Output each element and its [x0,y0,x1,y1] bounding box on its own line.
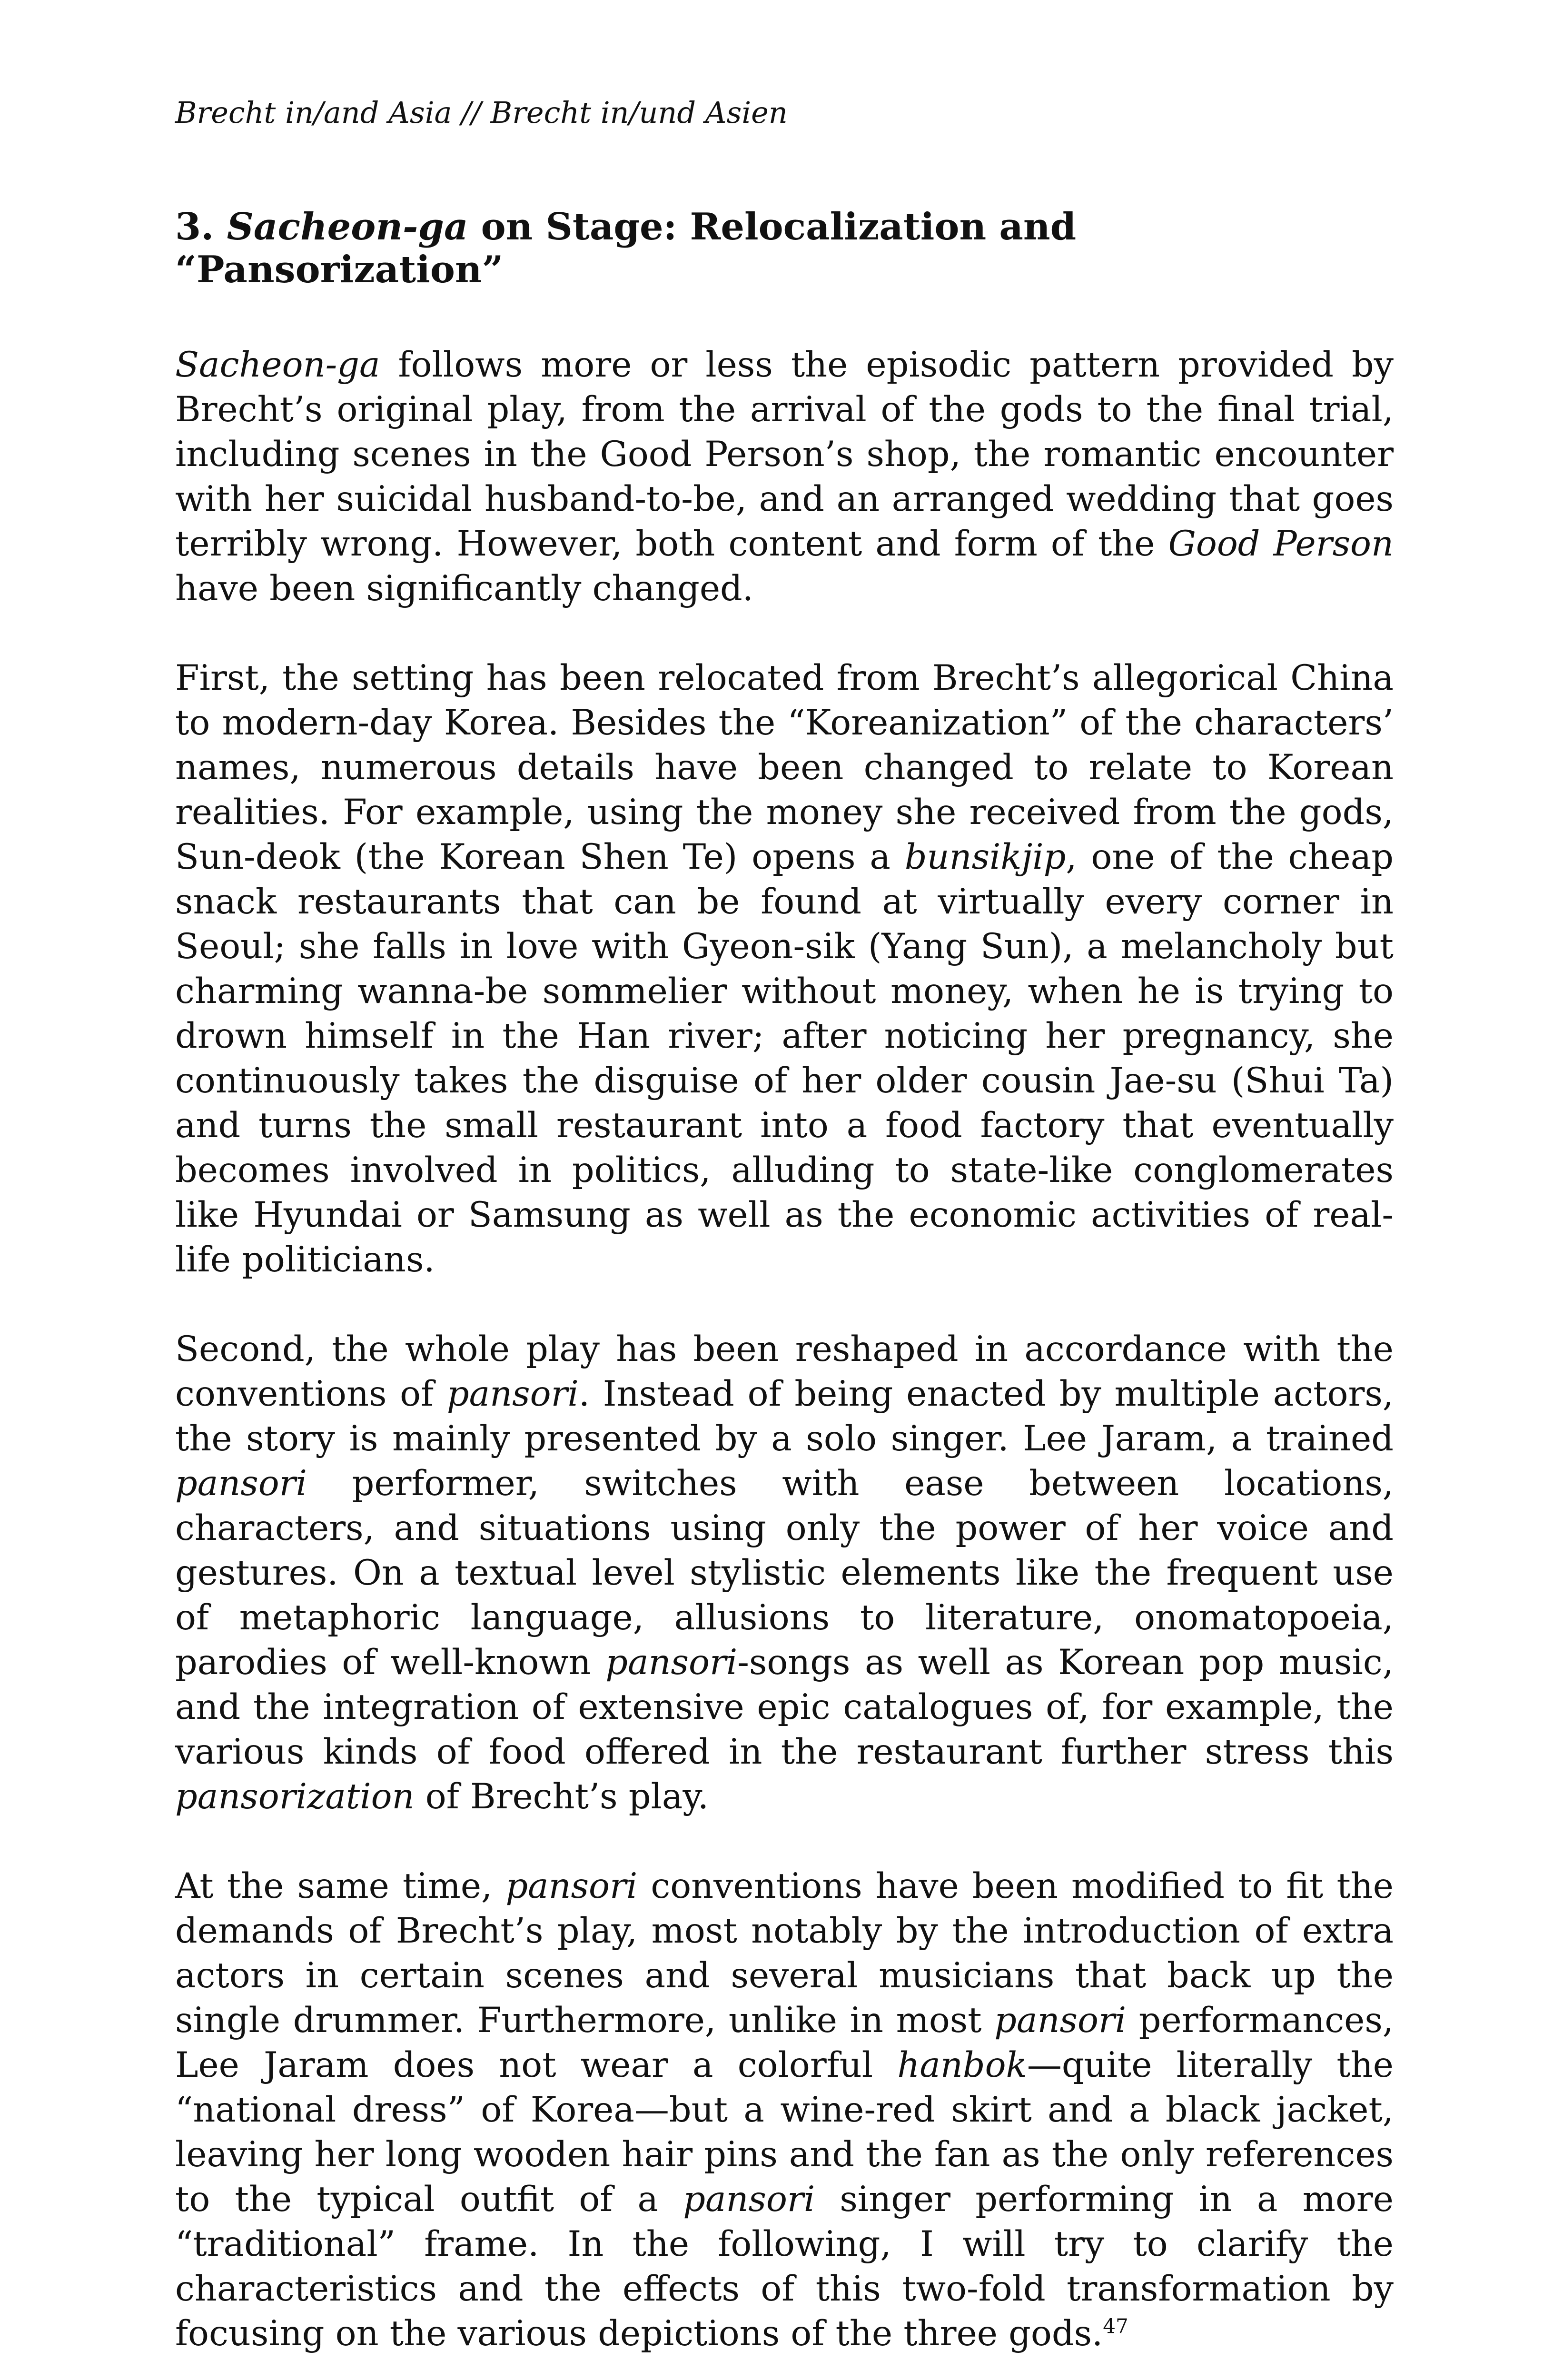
body-paragraph [175,1327,1394,1819]
body-paragraph [175,656,1394,1282]
body-paragraph [175,343,1394,611]
italic-text: pansori [505,1865,638,1906]
italic-text: pansori [994,2000,1127,2041]
text-span: At the same time, [175,1865,506,1906]
italic-text: Sacheon-ga [175,344,380,385]
section-number: 3. [175,205,214,249]
text-span: -songs as well as Korean pop music, and the integration of extensive epic catalogues of, for example, the various kinds of food offered in the restaurant further stress this [175,1642,1394,1772]
text-span: Second, the whole play has been reshaped in accordance with the conventions of [175,1329,1394,1414]
italic-text: pansori [683,2179,815,2220]
running-head: Brecht in/and Asia // Brecht in/und Asien [175,95,788,130]
italic-text: pansorization [175,1776,415,1817]
text-span: performer, switches with ease between locations, characters, and situations using only the power of her voice and gestures. On a textual level stylistic elements like the frequent use of metaphoric language, allusions to literature, onomatopoeia, parodies of well-known [175,1463,1394,1683]
text-span: . Instead of being enacted by multiple actors, the story is mainly presented by a solo singer. Lee Jaram, a trained [175,1373,1394,1459]
text-span: , one of the cheap snack restaurants that can be found at virtually every corner in Seoul; she falls in love with Gyeon-sik (Yang Sun), a melancholy but charming wanna-be sommelier without money, when he is trying to drown himself in the Han river; after noticing her pregnancy, she continuously takes the disguise of her older cousin Jae-su (Shui Ta) and turns the small restaurant into a food factory that eventually becomes involved in politics, alluding to state-like conglomerates like Hyundai or Samsung as well as the economic activities of real-life politicians. [175,836,1394,1280]
body-text [175,343,1394,2380]
text-span: of Brecht’s play. [414,1776,709,1817]
text-span: —quite literally the “national dress” of Korea—but a wine-red skirt and a black jacket, leaving her long wooden hair pins and the fan as the only references to the typical outfit of a [175,2044,1394,2220]
section-heading [175,206,1394,291]
footnote-reference: 47 [1103,2314,1128,2338]
text-span: have been significantly changed. [175,568,753,609]
italic-text: pansori [446,1373,579,1414]
text-span: conventions have been modified to fit the demands of Brecht’s play, most notably by the introduction of extra actors in certain scenes and several musicians that back up the single drummer. Furthermore, unlike in most [175,1865,1394,2041]
text-span: singer performing in a more “traditional” frame. In the following, I will try to clarify the characteristics and the effects of this two-fold transformation by focusing on the various depictions of the three gods. [175,2179,1394,2354]
italic-text: pansori [605,1642,738,1683]
text-span: First, the setting has been relocated from Brecht’s allegorical China to modern-day Korea. Besides the “Koreanization” of the characters’ names, numerous details have been changed to relate to Korean realities. For example, using the money she received from the gods, Sun-deok (the Korean Shen Te) opens a [175,657,1394,877]
text-span: follows more or less the episodic pattern provided by Brecht’s original play, from the arrival of the gods to the final trial, including scenes in the Good Person’s shop, the romantic encounter with her suicidal husband-to-be, and an arranged wedding that goes terribly wrong. However, both content and form of the [175,344,1394,564]
section-title-italic: Sacheon-ga [227,205,468,249]
section-title-rest: on Stage: Relocalization and “Pansorization” [175,205,1077,292]
italic-text: bunsikjip [904,836,1066,877]
italic-text: pansori [175,1463,307,1504]
italic-text: hanbok [897,2044,1027,2085]
text-span: performances, Lee Jaram does not wear a colorful [175,2000,1394,2085]
italic-text: Good Person [1168,523,1394,564]
page-content [175,95,1394,2380]
body-paragraph [175,1864,1394,2356]
